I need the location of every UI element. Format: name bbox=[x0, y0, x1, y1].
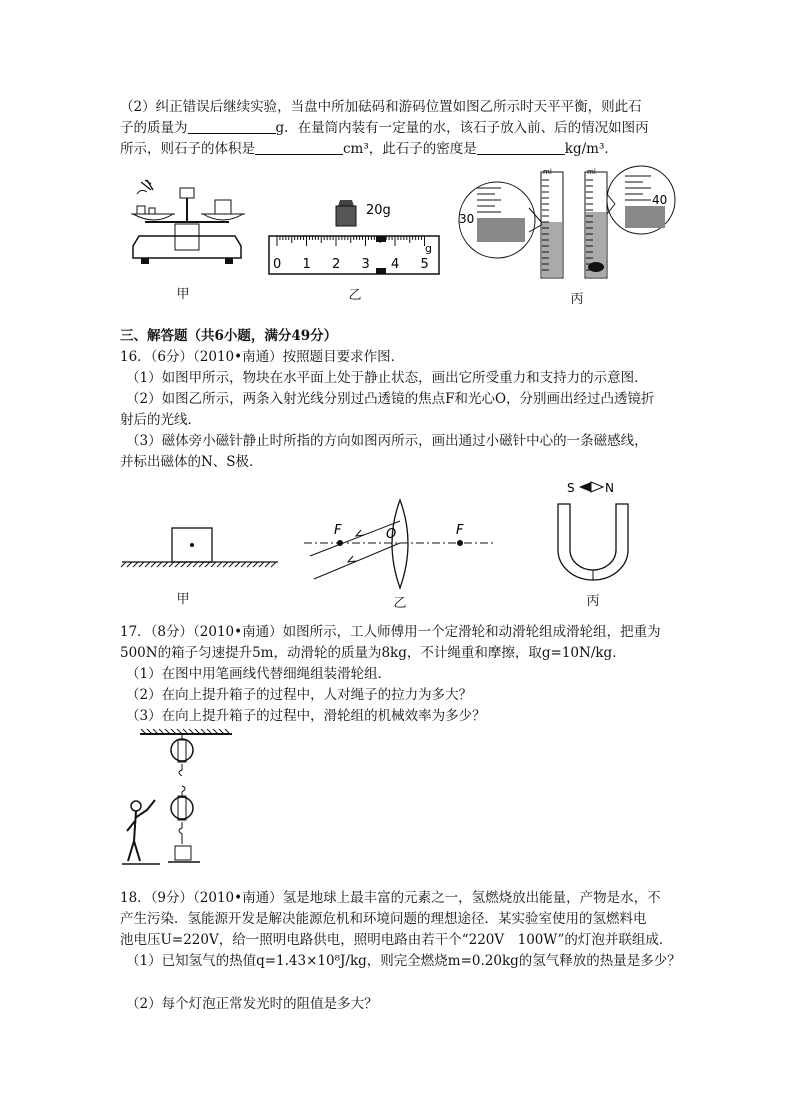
rider-scale-figure bbox=[265, 192, 445, 282]
q16-part-3a: （3）磁体旁小磁针静止时所指的方向如图丙所示，画出通过小磁针中心的一条磁感线， bbox=[126, 433, 648, 449]
q16-part-1: （1）如图甲所示，物块在水平面上处于静止状态，画出它所受重力和支持力的示意图． bbox=[126, 370, 648, 386]
q15-line-1: （2）纠正错误后继续实验，当盘中所加砝码和游码位置如图乙所示时天平平衡，则此石 bbox=[120, 99, 642, 115]
hatch-line bbox=[157, 562, 162, 567]
hatch-line bbox=[205, 562, 210, 567]
hatch-line bbox=[163, 562, 168, 567]
block-on-surface-figure bbox=[120, 522, 280, 574]
hatch-line bbox=[193, 562, 198, 567]
ruler-tick-label: 0 bbox=[273, 257, 282, 272]
hatch-line bbox=[229, 562, 234, 567]
hatch-line bbox=[259, 562, 264, 567]
ruler-tick-label: 3 bbox=[361, 257, 370, 272]
hatch-line bbox=[271, 562, 276, 567]
q16-part-3b: 并标出磁体的N、S极． bbox=[120, 454, 263, 470]
q15-line-3c: kg/m³． bbox=[564, 141, 618, 157]
ruler-unit: g bbox=[425, 242, 432, 255]
q15-line-3 bbox=[120, 139, 618, 159]
density-blank[interactable] bbox=[477, 140, 565, 155]
fig16-jia-caption: 甲 bbox=[176, 592, 190, 607]
needle-n-label: N bbox=[605, 481, 614, 495]
hatch-line bbox=[121, 562, 126, 567]
hatch-line bbox=[241, 562, 246, 567]
hatch-line bbox=[133, 562, 138, 567]
fig16-yi-caption: 乙 bbox=[393, 596, 407, 611]
q18-part-2: （2）每个灯泡正常发光时的阻值是多大？ bbox=[126, 996, 378, 1012]
lens-left-focus-label: F bbox=[334, 523, 342, 538]
needle-s-label: S bbox=[567, 481, 575, 495]
hatch-line bbox=[235, 562, 240, 567]
ruler-tick-label: 4 bbox=[391, 257, 400, 272]
cylinder-before-reading: 30 bbox=[459, 212, 475, 226]
cylinder-figure bbox=[455, 164, 680, 284]
q17-part-1: （1）在图中用笔画线代替细绳组装滑轮组． bbox=[126, 666, 392, 682]
fig16-bing-caption: 丙 bbox=[586, 594, 600, 609]
ruler-tick-label: 1 bbox=[302, 257, 311, 272]
ruler-tick-label: 5 bbox=[420, 257, 429, 272]
hatch-line bbox=[223, 562, 228, 567]
hatch-line bbox=[175, 562, 180, 567]
q17-line-1: 17．（8分）（2010•南通）如图所示，工人师傅用一个定滑轮和动滑轮组成滑轮组，把重为 bbox=[120, 624, 661, 640]
cylinder-after-reading: 40 bbox=[652, 193, 668, 207]
q17-part-3: （3）在向上提升箱子的过程中，滑轮组的机械效率为多少？ bbox=[126, 708, 486, 724]
volume-blank[interactable] bbox=[255, 140, 343, 155]
cylinder-b-unit: ml bbox=[587, 168, 596, 176]
pulley-system-figure bbox=[120, 726, 240, 876]
q16-head: 16．（6分）（2010•南通）按照题目要求作图． bbox=[120, 349, 405, 365]
hatch-line bbox=[151, 562, 156, 567]
fig15-bing-caption: 丙 bbox=[570, 292, 584, 307]
q15-line-2b: g．在量筒内装有一定量的水，该石子放入前、后的情况如图丙 bbox=[275, 120, 649, 136]
hatch-line bbox=[217, 562, 222, 567]
q15-line-2 bbox=[120, 118, 649, 138]
cylinder-a-unit: ml bbox=[543, 168, 552, 176]
weight-label: 20g bbox=[366, 203, 391, 218]
q18-part-1: （1）已知氢气的热值q=1.43×10⁸J/kg，则完全燃烧m=0.20kg的氢气释放的热量是多少？ bbox=[126, 953, 681, 969]
q17-part-2: （2）在向上提升箱子的过程中，人对绳子的拉力为多大？ bbox=[126, 687, 473, 703]
hatch-line bbox=[187, 562, 192, 567]
lens-center-label: O bbox=[386, 527, 397, 542]
hatch-line bbox=[253, 562, 258, 567]
hatch-line bbox=[169, 562, 174, 567]
hatch-line bbox=[127, 562, 132, 567]
hatch-line bbox=[199, 562, 204, 567]
q17-line-2: 500N的箱子匀速提升5m，动滑轮的质量为8kg，不计绳重和摩擦，取g=10N/kg． bbox=[120, 645, 626, 661]
q18-line-3: 池电压U=220V，给一照明电路供电，照明电路由若干个“220V 100W”的灯泡并联组成． bbox=[120, 932, 673, 948]
section-3-title: 三、解答题（共6小题，满分49分） bbox=[120, 328, 338, 344]
hatch-line bbox=[211, 562, 216, 567]
hatch-line bbox=[181, 562, 186, 567]
q18-line-1: 18．（9分）（2010•南通）氢是地球上最丰富的元素之一，氢燃烧放出能量，产物是水，不 bbox=[120, 890, 661, 906]
q15-line-2a: 子的质量为 bbox=[120, 120, 188, 136]
mass-blank[interactable] bbox=[188, 119, 276, 134]
ruler-tick-label: 2 bbox=[332, 257, 341, 272]
hatch-line bbox=[139, 562, 144, 567]
hatch-line bbox=[247, 562, 252, 567]
u-magnet-figure bbox=[548, 478, 638, 588]
lens-right-focus-label: F bbox=[456, 523, 464, 538]
q16-part-2a: （2）如图乙所示，两条入射光线分别过凸透镜的焦点F和光心O，分别画出经过凸透镜折 bbox=[126, 391, 655, 407]
fig15-jia-caption: 甲 bbox=[176, 287, 190, 302]
hatch-line bbox=[265, 562, 270, 567]
convex-lens-figure bbox=[300, 496, 500, 592]
balance-figure bbox=[125, 178, 255, 278]
q16-part-2b: 射后的光线． bbox=[120, 412, 201, 428]
q15-line-3b: cm³，此石子的密度是 bbox=[343, 141, 477, 157]
hatch-line bbox=[145, 562, 150, 567]
fig15-yi-caption: 乙 bbox=[348, 288, 362, 303]
q15-line-3a: 所示，则石子的体积是 bbox=[120, 141, 255, 157]
q18-line-2: 产生污染．氢能源开发是解决能源危机和环境问题的理想途径．某实验室使用的氢燃料电 bbox=[120, 911, 647, 927]
